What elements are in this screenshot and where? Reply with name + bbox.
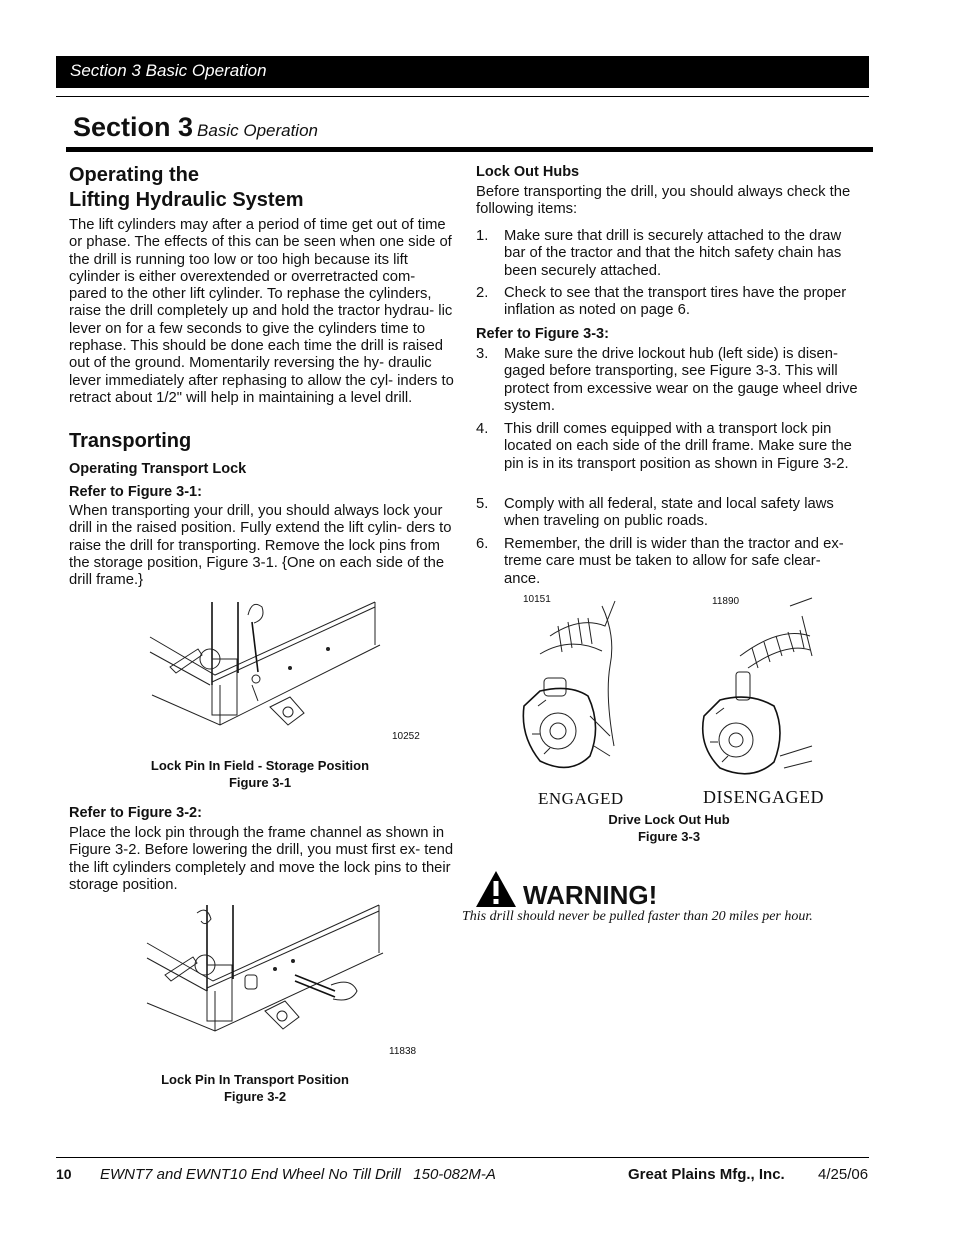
figure-3-1-id: 10252 [392,731,420,742]
label-engaged: ENGAGED [538,789,624,808]
footer-date: 4/25/06 [818,1166,869,1183]
section-number: Section 3 [73,112,194,142]
subheading-transport-lock: Operating Transport Lock [69,461,247,477]
page-title [73,112,318,143]
figure-3-2-id: 11838 [389,1046,417,1057]
list-item: 2. Check to see that the transport tires have the proper inflation as noted on page 6. [476,285,847,319]
heading-transporting: Transporting [69,430,192,452]
title-rule [66,147,873,152]
figure-3-3-caption: Drive Lock Out Hub [608,812,730,827]
left-column [69,163,454,213]
refer-figure-3-2: Refer to Figure 3-2: [69,805,202,821]
section-header-bar [56,56,869,88]
list-item: 6. Remember, the drill is wider than the tractor and ex- treme care must be taken to allow for safe clear- ance. [476,536,844,587]
figure-3-3-disengaged-illustration [690,596,815,796]
warning-title: WARNING! [523,880,658,910]
refer-figure-3-3: Refer to Figure 3-3: [476,326,609,342]
figure-3-2-label: Figure 3-2 [223,1089,287,1104]
list-item: 5. Comply with all federal, state and local safety laws when traveling on public roads. [476,496,834,530]
section-subtitle: Basic Operation [197,121,318,140]
paragraph-lifting: The lift cylinders may after a period of time get out of time or phase. The effects of this can be seen when one side of the drill is running too low or too high because its lift cylinder is either overextended or overretracted com- pared to the other lift cylinder. To rephase the cylinders, raise the drill completely up and hold the tractor hydrau- lic lever on for a few seconds to give the cylinders time to rephase. This should be done each time the drill is raised out of the ground. Momentarily reversing the hy- draulic lever immediately after rephasing to allow the cyl- inders to retract about 1/2" will help in maintaining a level drill. [69,217,454,406]
refer-figure-3-1: Refer to Figure 3-1: [69,484,202,500]
figure-3-2-caption: Lock Pin In Transport Position [161,1072,349,1087]
heading-lifting-line2: Lifting Hydraulic System [69,189,304,211]
figure-3-2-illustration [135,903,435,1053]
figure-3-1-caption: Lock Pin In Field - Storage Position [150,758,370,773]
page-number: 10 [56,1166,72,1182]
warning-triangle-icon [474,869,518,909]
heading-lifting-line1: Operating the [69,164,200,186]
warning-text: This drill should never be pulled faster than 20 miles per hour. [462,909,813,924]
paragraph-lock-pin: Place the lock pin through the frame channel as shown in Figure 3-2. Before lowering the drill, you must first ex- tend the lift cylinders completely and move the lock pins to their storage position. [69,825,454,893]
paragraph-lock-out-intro: Before transporting the drill, you should always check the following items: [476,184,851,218]
figure-3-1-label: Figure 3-1 [228,775,292,790]
section-header-label: Section 3 Basic Operation [70,61,267,80]
footer-document-title: EWNT7 and EWNT10 End Wheel No Till Drill 150-082M-A [100,1166,496,1183]
figure-3-3-engaged-illustration [510,596,620,796]
list-item: 1. Make sure that drill is securely attached to the draw bar of the tractor and that the hitch safety chain has been securely attached. [476,228,842,279]
figure-3-3-id-left: 10151 [523,594,551,605]
footer-rule [56,1157,869,1158]
footer-company: Great Plains Mfg., Inc. [628,1166,785,1183]
header-rule [56,96,869,97]
figure-3-3-id-right: 11890 [712,596,740,607]
list-item: 3. Make sure the drive lockout hub (left side) is disen- gaged before transporting, see Figure 3-3. This will protect from excessive wear on the gauge wheel drive system. [476,346,858,414]
label-disengaged: DISENGAGED [703,787,824,807]
figure-3-3-label: Figure 3-3 [637,829,701,844]
list-item: 4. This drill comes equipped with a transport lock pin located on each side of the drill frame. Make sure the pin is in its transport position as shown in Figure 3-2. [476,421,852,472]
paragraph-transport: When transporting your drill, you should always lock your drill in the raised position. Fully extend the lift cylin- ders to raise the drill for transporting. Remove the lock pins from the storage position, Figure 3-1. {One on each side of the drill frame.} [69,503,452,589]
subheading-lock-out-hubs: Lock Out Hubs [476,164,580,180]
figure-3-1-illustration [140,597,440,747]
